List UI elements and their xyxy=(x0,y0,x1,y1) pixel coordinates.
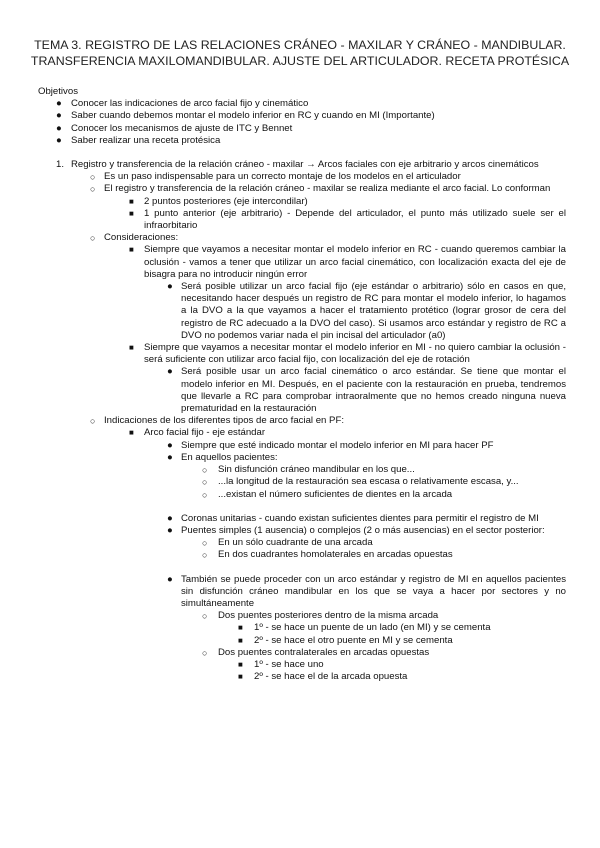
list-item: ● Siempre que esté indicado montar el modelo inferior en MI para hacer PF xyxy=(167,439,494,451)
list-item: ● En aquellos pacientes: xyxy=(167,451,278,463)
square-bullet-icon: ■ xyxy=(129,343,134,353)
list-item: ■ Siempre que vayamos a necesitar montar el modelo inferior en RC - cuando queremos cambiar la oclusión - vamos a tener que utilizar un arco facial cinemático, con localización exacta del eje de bisagra para no introducir ningún error xyxy=(129,244,566,280)
section-number: 1. xyxy=(56,159,65,171)
hollow-bullet-icon: ○ xyxy=(202,611,208,622)
list-item: ■ Arco facial fijo - eje estándar xyxy=(129,427,266,439)
list-item: ■ 1 punto anterior (eje arbitrario) - Depende del articulador, el punto más utilizado suele ser el infraorbitario xyxy=(129,207,566,232)
square-bullet-icon: ■ xyxy=(238,672,243,682)
bullet-icon: ● xyxy=(167,524,173,536)
list-item: ○ Consideraciones: xyxy=(90,232,179,244)
bullet-icon: ● xyxy=(167,573,173,585)
bullet-icon: ● xyxy=(56,98,62,110)
list-item: ● Será posible utilizar un arco facial fijo (eje estándar o arbitrario) sólo en casos en que, necesitando hacer después un registro de RC para montar el modelo inferior, lo hagamos a la DVO a la que vayamos a hacer el tratamiento protético (lograr grosor de cera del registro de RC adecuado a la DVO del caso). Si usamos arco estándar y registro de RC a DVO no podemos variar nada el pin incisal del articulador (a0) xyxy=(167,281,566,341)
bullet-icon: ● xyxy=(56,122,62,134)
objetivos-heading: Objetivos xyxy=(38,86,78,97)
list-item: ○ Es un paso indispensable para un correcto montaje de los modelos en el articulador xyxy=(90,171,461,183)
hollow-bullet-icon: ○ xyxy=(90,184,96,195)
objetivos-list xyxy=(38,98,566,147)
bullet-icon: ● xyxy=(56,110,62,122)
list-item: ○ Dos puentes contralaterales en arcadas opuestas xyxy=(202,646,430,658)
hollow-bullet-icon: ○ xyxy=(90,172,96,183)
list-item: ■ 1º - se hace uno xyxy=(238,658,324,670)
square-bullet-icon: ■ xyxy=(129,428,134,438)
hollow-bullet-icon: ○ xyxy=(90,416,96,427)
list-item: ○ Sin disfunción cráneo mandibular en los que... xyxy=(202,464,415,476)
list-item: ● Saber realizar una receta protésica xyxy=(56,134,221,146)
list-item: ■ 2º - se hace el de la arcada opuesta xyxy=(238,671,408,683)
hollow-bullet-icon: ○ xyxy=(202,477,208,488)
square-bullet-icon: ■ xyxy=(129,245,134,255)
list-item: ● Conocer las indicaciones de arco facial fijo y cinemático xyxy=(56,98,309,110)
square-bullet-icon: ■ xyxy=(238,659,243,669)
list-item: ○ ...existan el número suficientes de dientes en la arcada xyxy=(202,488,453,500)
list-item: ○ El registro y transferencia de la relación cráneo - maxilar se realiza mediante el arco facial. Lo conforman xyxy=(90,183,551,195)
bullet-icon: ● xyxy=(167,451,173,463)
bullet-icon: ● xyxy=(167,439,173,451)
list-item: ■ 1º - se hace un puente de un lado (en MI) y se cementa xyxy=(238,622,491,634)
bullet-icon: ● xyxy=(167,366,173,378)
list-item: ● Será posible usar un arco facial cinemático o arco estándar. Se tiene que montar el modelo inferior en MI. Después, en el paciente con la restauración en prueba, tendremos que llevarle a RC para comprobar intraoralmente que no hemos creado ninguna nueva prematuridad en la restauración xyxy=(167,366,566,415)
hollow-bullet-icon: ○ xyxy=(202,550,208,561)
hollow-bullet-icon: ○ xyxy=(202,465,208,476)
hollow-bullet-icon: ○ xyxy=(202,647,208,658)
list-item: ○ Dos puentes posteriores dentro de la misma arcada xyxy=(202,610,439,622)
list-item: ○ Indicaciones de los diferentes tipos de arco facial en PF: xyxy=(90,415,344,427)
document-body xyxy=(38,86,566,683)
list-item: ■ 2º - se hace el otro puente en MI y se cementa xyxy=(238,634,453,646)
list-item: ○ En dos cuadrantes homolaterales en arcadas opuestas xyxy=(202,549,453,561)
square-bullet-icon: ■ xyxy=(238,623,243,633)
list-item: ■ Siempre que vayamos a necesitar montar el modelo inferior en MI - no quiero cambiar la oclusión - será suficiente con utilizar arco facial fijo, con localización del eje de rotación xyxy=(129,342,566,366)
section-1-heading: 1. Registro y transferencia de la relación cráneo - maxilar → Arcos faciales con eje arbitrario y arcos cinemáticos xyxy=(56,159,539,171)
hollow-bullet-icon: ○ xyxy=(202,538,208,549)
list-item: ● Conocer los mecanismos de ajuste de ITC y Bennet xyxy=(56,122,293,134)
hollow-bullet-icon: ○ xyxy=(90,233,96,244)
list-item: ● Coronas unitarias - cuando existan suficientes dientes para permitir el registro de MI xyxy=(167,512,539,524)
hollow-bullet-icon: ○ xyxy=(202,489,208,500)
square-bullet-icon: ■ xyxy=(129,208,134,218)
list-item: ○ En un sólo cuadrante de una arcada xyxy=(202,537,373,549)
list-item: ● Saber cuando debemos montar el modelo inferior en RC y cuando en MI (Importante) xyxy=(56,110,435,122)
list-item: ● Puentes simples (1 ausencia) o complejos (2 o más ausencias) en el sector posterior: xyxy=(167,524,545,536)
bullet-icon: ● xyxy=(56,134,62,146)
list-item: ○ ...la longitud de la restauración sea escasa o relativamente escasa, y... xyxy=(202,476,519,488)
bullet-icon: ● xyxy=(167,512,173,524)
page-title: TEMA 3. REGISTRO DE LAS RELACIONES CRÁNEO - MAXILAR Y CRÁNEO - MANDIBULAR. TRANSFERENCIA MAXILOMANDIBULAR. AJUSTE DEL ARTICULADOR. RECETA PROTÉSICA xyxy=(30,38,570,68)
square-bullet-icon: ■ xyxy=(129,196,134,206)
list-item: ● También se puede proceder con un arco estándar y registro de MI en aquellos pacientes sin disfunción cráneo mandibular en los que se vaya a hacer por sectores y no simultáneamente xyxy=(167,573,566,609)
list-item: ■ 2 puntos posteriores (eje intercondilar) xyxy=(129,195,308,207)
square-bullet-icon: ■ xyxy=(238,635,243,645)
bullet-icon: ● xyxy=(167,281,173,293)
